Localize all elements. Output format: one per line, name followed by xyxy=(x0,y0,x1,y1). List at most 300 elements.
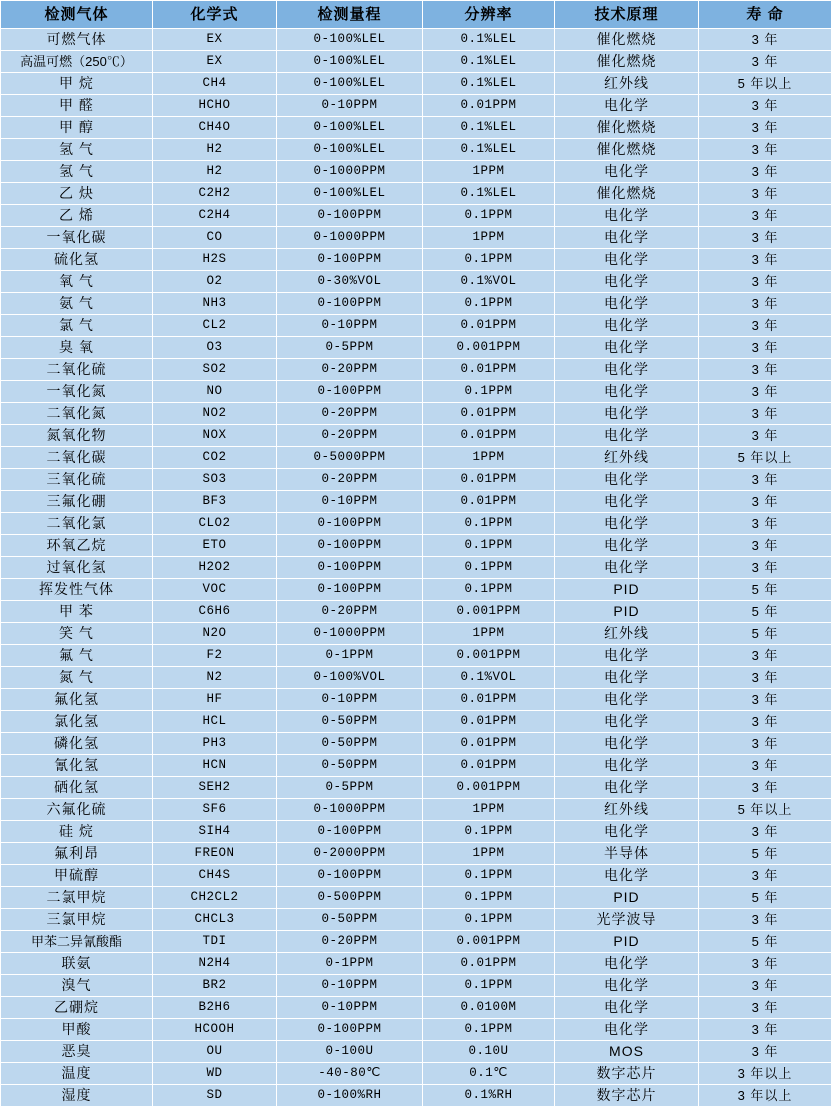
cell-lifespan: 5 年以上 xyxy=(699,799,831,821)
cell-resolution: 1PPM xyxy=(423,161,555,183)
cell-range: 0-100PPM xyxy=(277,557,423,579)
cell-gas: 氰化氢 xyxy=(1,755,153,777)
column-header-resolution: 分辨率 xyxy=(423,1,555,29)
cell-gas: 氯化氢 xyxy=(1,711,153,733)
cell-gas: 三氟化硼 xyxy=(1,491,153,513)
cell-resolution: 0.1%LEL xyxy=(423,183,555,205)
cell-resolution: 0.01PPM xyxy=(423,689,555,711)
cell-principle: 电化学 xyxy=(555,535,699,557)
cell-gas: 氢 气 xyxy=(1,139,153,161)
cell-resolution: 0.1PPM xyxy=(423,1019,555,1041)
cell-lifespan: 3 年 xyxy=(699,117,831,139)
cell-formula: CL2 xyxy=(153,315,277,337)
cell-lifespan: 3 年 xyxy=(699,271,831,293)
cell-gas: 乙 烯 xyxy=(1,205,153,227)
cell-resolution: 0.1PPM xyxy=(423,557,555,579)
cell-resolution: 0.001PPM xyxy=(423,337,555,359)
cell-lifespan: 3 年 xyxy=(699,865,831,887)
cell-lifespan: 3 年 xyxy=(699,821,831,843)
table-row xyxy=(1,139,831,161)
table-row xyxy=(1,315,831,337)
cell-lifespan: 3 年 xyxy=(699,909,831,931)
cell-range: 0-100%LEL xyxy=(277,73,423,95)
cell-resolution: 0.01PPM xyxy=(423,315,555,337)
cell-range: 0-100%LEL xyxy=(277,139,423,161)
cell-formula: SIH4 xyxy=(153,821,277,843)
column-header-gas: 检测气体 xyxy=(1,1,153,29)
cell-principle: PID xyxy=(555,579,699,601)
cell-formula: C2H4 xyxy=(153,205,277,227)
cell-gas: 湿度 xyxy=(1,1085,153,1107)
cell-resolution: 0.1%LEL xyxy=(423,117,555,139)
cell-lifespan: 5 年以上 xyxy=(699,447,831,469)
cell-range: 0-50PPM xyxy=(277,733,423,755)
cell-resolution: 0.1PPM xyxy=(423,865,555,887)
table-row xyxy=(1,227,831,249)
cell-principle: PID xyxy=(555,931,699,953)
table-row xyxy=(1,579,831,601)
table-row xyxy=(1,909,831,931)
cell-resolution: 0.01PPM xyxy=(423,469,555,491)
cell-gas: 甲 醇 xyxy=(1,117,153,139)
cell-lifespan: 3 年 xyxy=(699,667,831,689)
cell-formula: O3 xyxy=(153,337,277,359)
cell-formula: N2O xyxy=(153,623,277,645)
cell-gas: 联氨 xyxy=(1,953,153,975)
table-row xyxy=(1,51,831,73)
table-row xyxy=(1,887,831,909)
cell-principle: 电化学 xyxy=(555,95,699,117)
cell-principle: PID xyxy=(555,887,699,909)
cell-gas: 六氟化硫 xyxy=(1,799,153,821)
cell-gas: 溴气 xyxy=(1,975,153,997)
cell-resolution: 0.01PPM xyxy=(423,491,555,513)
cell-principle: 电化学 xyxy=(555,1019,699,1041)
cell-gas: 甲酸 xyxy=(1,1019,153,1041)
cell-lifespan: 5 年 xyxy=(699,887,831,909)
cell-resolution: 0.01PPM xyxy=(423,733,555,755)
cell-resolution: 0.1%RH xyxy=(423,1085,555,1107)
cell-principle: 红外线 xyxy=(555,447,699,469)
table-row xyxy=(1,799,831,821)
cell-principle: 电化学 xyxy=(555,469,699,491)
cell-lifespan: 3 年 xyxy=(699,95,831,117)
cell-formula: C2H2 xyxy=(153,183,277,205)
cell-resolution: 0.01PPM xyxy=(423,359,555,381)
cell-lifespan: 3 年 xyxy=(699,689,831,711)
cell-formula: N2H4 xyxy=(153,953,277,975)
cell-range: 0-1000PPM xyxy=(277,161,423,183)
cell-principle: MOS xyxy=(555,1041,699,1063)
cell-principle: 电化学 xyxy=(555,205,699,227)
cell-range: 0-20PPM xyxy=(277,359,423,381)
cell-lifespan: 5 年 xyxy=(699,623,831,645)
cell-principle: 电化学 xyxy=(555,293,699,315)
cell-resolution: 0.001PPM xyxy=(423,601,555,623)
table-header-row xyxy=(1,1,831,29)
cell-lifespan: 3 年 xyxy=(699,469,831,491)
cell-lifespan: 3 年 xyxy=(699,711,831,733)
table-row xyxy=(1,777,831,799)
cell-gas: 二氧化氯 xyxy=(1,513,153,535)
cell-principle: 电化学 xyxy=(555,249,699,271)
cell-range: 0-500PPM xyxy=(277,887,423,909)
cell-principle: 电化学 xyxy=(555,645,699,667)
cell-formula: SEH2 xyxy=(153,777,277,799)
cell-range: 0-100PPM xyxy=(277,513,423,535)
cell-range: 0-100PPM xyxy=(277,1019,423,1041)
table-row xyxy=(1,975,831,997)
cell-range: 0-100%LEL xyxy=(277,51,423,73)
table-row xyxy=(1,491,831,513)
table-row xyxy=(1,359,831,381)
cell-principle: 电化学 xyxy=(555,997,699,1019)
cell-lifespan: 3 年 xyxy=(699,29,831,51)
table-row xyxy=(1,29,831,51)
cell-gas: 二氧化氮 xyxy=(1,403,153,425)
cell-range: 0-100PPM xyxy=(277,579,423,601)
table-row xyxy=(1,667,831,689)
cell-range: 0-100%LEL xyxy=(277,117,423,139)
cell-formula: CH4S xyxy=(153,865,277,887)
cell-gas: 甲 苯 xyxy=(1,601,153,623)
cell-resolution: 0.001PPM xyxy=(423,645,555,667)
cell-resolution: 1PPM xyxy=(423,799,555,821)
cell-formula: HCHO xyxy=(153,95,277,117)
cell-range: 0-5PPM xyxy=(277,777,423,799)
table-row xyxy=(1,293,831,315)
cell-principle: 电化学 xyxy=(555,425,699,447)
table-row xyxy=(1,865,831,887)
cell-principle: 电化学 xyxy=(555,975,699,997)
cell-range: 0-1PPM xyxy=(277,645,423,667)
cell-range: 0-100PPM xyxy=(277,249,423,271)
table-row xyxy=(1,205,831,227)
cell-principle: 红外线 xyxy=(555,73,699,95)
cell-gas: 过氧化氢 xyxy=(1,557,153,579)
cell-formula: VOC xyxy=(153,579,277,601)
cell-gas: 甲 醛 xyxy=(1,95,153,117)
table-header xyxy=(1,1,831,29)
cell-resolution: 0.1%LEL xyxy=(423,139,555,161)
cell-gas: 氢 气 xyxy=(1,161,153,183)
cell-lifespan: 3 年 xyxy=(699,535,831,557)
cell-formula: CO2 xyxy=(153,447,277,469)
cell-principle: 光学波导 xyxy=(555,909,699,931)
cell-lifespan: 3 年以上 xyxy=(699,1063,831,1085)
cell-resolution: 0.01PPM xyxy=(423,403,555,425)
cell-principle: 半导体 xyxy=(555,843,699,865)
cell-gas: 磷化氢 xyxy=(1,733,153,755)
cell-principle: 电化学 xyxy=(555,381,699,403)
cell-gas: 二氧化硫 xyxy=(1,359,153,381)
cell-gas: 硫化氢 xyxy=(1,249,153,271)
cell-resolution: 0.01PPM xyxy=(423,95,555,117)
cell-formula: F2 xyxy=(153,645,277,667)
cell-principle: 电化学 xyxy=(555,359,699,381)
cell-lifespan: 3 年 xyxy=(699,491,831,513)
cell-formula: ETO xyxy=(153,535,277,557)
cell-formula: N2 xyxy=(153,667,277,689)
cell-formula: CHCL3 xyxy=(153,909,277,931)
cell-gas: 氨 气 xyxy=(1,293,153,315)
cell-formula: O2 xyxy=(153,271,277,293)
cell-formula: H2 xyxy=(153,139,277,161)
cell-range: 0-50PPM xyxy=(277,909,423,931)
cell-gas: 三氯甲烷 xyxy=(1,909,153,931)
cell-lifespan: 3 年 xyxy=(699,51,831,73)
cell-resolution: 0.1PPM xyxy=(423,293,555,315)
cell-range: 0-20PPM xyxy=(277,403,423,425)
cell-principle: 电化学 xyxy=(555,337,699,359)
cell-lifespan: 5 年 xyxy=(699,601,831,623)
cell-principle: 电化学 xyxy=(555,777,699,799)
cell-lifespan: 3 年 xyxy=(699,227,831,249)
cell-lifespan: 3 年 xyxy=(699,205,831,227)
cell-formula: SO3 xyxy=(153,469,277,491)
table-row xyxy=(1,271,831,293)
column-header-lifespan: 寿 命 xyxy=(699,1,831,29)
cell-resolution: 1PPM xyxy=(423,227,555,249)
table-row xyxy=(1,249,831,271)
cell-gas: 一氧化氮 xyxy=(1,381,153,403)
cell-resolution: 1PPM xyxy=(423,623,555,645)
table-row xyxy=(1,1041,831,1063)
cell-range: 0-100PPM xyxy=(277,293,423,315)
cell-range: 0-100PPM xyxy=(277,535,423,557)
table-row xyxy=(1,1019,831,1041)
cell-formula: CH4 xyxy=(153,73,277,95)
cell-range: 0-100U xyxy=(277,1041,423,1063)
cell-resolution: 0.10U xyxy=(423,1041,555,1063)
table-row xyxy=(1,623,831,645)
cell-gas: 硅 烷 xyxy=(1,821,153,843)
cell-gas: 氧 气 xyxy=(1,271,153,293)
cell-gas: 甲苯二异氰酸酯 xyxy=(1,931,153,953)
cell-gas: 氟利昂 xyxy=(1,843,153,865)
table-row xyxy=(1,513,831,535)
table-row xyxy=(1,117,831,139)
cell-formula: WD xyxy=(153,1063,277,1085)
cell-range: 0-30%VOL xyxy=(277,271,423,293)
cell-formula: SD xyxy=(153,1085,277,1107)
cell-formula: EX xyxy=(153,29,277,51)
cell-resolution: 0.01PPM xyxy=(423,755,555,777)
cell-gas: 二氧化碳 xyxy=(1,447,153,469)
cell-gas: 乙硼烷 xyxy=(1,997,153,1019)
cell-resolution: 0.1%LEL xyxy=(423,51,555,73)
cell-formula: HCL xyxy=(153,711,277,733)
cell-lifespan: 3 年 xyxy=(699,645,831,667)
table-row xyxy=(1,1085,831,1107)
cell-gas: 温度 xyxy=(1,1063,153,1085)
cell-resolution: 0.1%LEL xyxy=(423,73,555,95)
cell-range: 0-10PPM xyxy=(277,491,423,513)
table-row xyxy=(1,645,831,667)
cell-range: 0-10PPM xyxy=(277,95,423,117)
cell-resolution: 0.1PPM xyxy=(423,887,555,909)
table-row xyxy=(1,403,831,425)
cell-formula: OU xyxy=(153,1041,277,1063)
cell-resolution: 0.1PPM xyxy=(423,909,555,931)
cell-range: 0-10PPM xyxy=(277,315,423,337)
table-row xyxy=(1,821,831,843)
cell-range: 0-20PPM xyxy=(277,601,423,623)
cell-formula: H2O2 xyxy=(153,557,277,579)
cell-formula: CO xyxy=(153,227,277,249)
cell-gas: 挥发性气体 xyxy=(1,579,153,601)
table-row xyxy=(1,601,831,623)
cell-range: 0-5000PPM xyxy=(277,447,423,469)
table-body xyxy=(1,29,831,1107)
cell-range: 0-1PPM xyxy=(277,953,423,975)
cell-gas: 氮 气 xyxy=(1,667,153,689)
cell-formula: EX xyxy=(153,51,277,73)
cell-resolution: 0.1℃ xyxy=(423,1063,555,1085)
cell-range: 0-10PPM xyxy=(277,997,423,1019)
cell-gas: 氯 气 xyxy=(1,315,153,337)
cell-range: -40-80℃ xyxy=(277,1063,423,1085)
table-row xyxy=(1,953,831,975)
cell-range: 0-10PPM xyxy=(277,689,423,711)
cell-gas: 氮氧化物 xyxy=(1,425,153,447)
cell-principle: PID xyxy=(555,601,699,623)
cell-principle: 催化燃烧 xyxy=(555,117,699,139)
cell-resolution: 0.1PPM xyxy=(423,513,555,535)
cell-lifespan: 3 年 xyxy=(699,777,831,799)
cell-lifespan: 3 年 xyxy=(699,425,831,447)
cell-resolution: 0.1PPM xyxy=(423,249,555,271)
table-row xyxy=(1,381,831,403)
cell-principle: 电化学 xyxy=(555,161,699,183)
cell-lifespan: 3 年 xyxy=(699,557,831,579)
cell-formula: CLO2 xyxy=(153,513,277,535)
cell-formula: HF xyxy=(153,689,277,711)
cell-gas: 二氯甲烷 xyxy=(1,887,153,909)
cell-principle: 电化学 xyxy=(555,271,699,293)
cell-resolution: 0.01PPM xyxy=(423,953,555,975)
cell-principle: 电化学 xyxy=(555,821,699,843)
cell-range: 0-5PPM xyxy=(277,337,423,359)
cell-range: 0-100%VOL xyxy=(277,667,423,689)
cell-gas: 三氧化硫 xyxy=(1,469,153,491)
cell-formula: NO2 xyxy=(153,403,277,425)
cell-lifespan: 5 年 xyxy=(699,931,831,953)
cell-gas: 笑 气 xyxy=(1,623,153,645)
cell-lifespan: 5 年 xyxy=(699,843,831,865)
cell-gas: 甲硫醇 xyxy=(1,865,153,887)
cell-range: 0-100PPM xyxy=(277,205,423,227)
cell-formula: H2S xyxy=(153,249,277,271)
cell-formula: BR2 xyxy=(153,975,277,997)
cell-range: 0-20PPM xyxy=(277,469,423,491)
cell-principle: 电化学 xyxy=(555,733,699,755)
cell-gas: 乙 炔 xyxy=(1,183,153,205)
table-row xyxy=(1,689,831,711)
cell-range: 0-100%RH xyxy=(277,1085,423,1107)
cell-gas: 甲 烷 xyxy=(1,73,153,95)
table-row xyxy=(1,183,831,205)
cell-lifespan: 5 年 xyxy=(699,579,831,601)
cell-lifespan: 3 年 xyxy=(699,755,831,777)
cell-principle: 数字芯片 xyxy=(555,1085,699,1107)
cell-range: 0-100%LEL xyxy=(277,29,423,51)
cell-formula: PH3 xyxy=(153,733,277,755)
cell-gas: 可燃气体 xyxy=(1,29,153,51)
cell-formula: C6H6 xyxy=(153,601,277,623)
table-row xyxy=(1,931,831,953)
cell-range: 0-1000PPM xyxy=(277,623,423,645)
column-header-principle: 技术原理 xyxy=(555,1,699,29)
cell-formula: NO xyxy=(153,381,277,403)
cell-range: 0-20PPM xyxy=(277,931,423,953)
cell-range: 0-100PPM xyxy=(277,865,423,887)
cell-principle: 催化燃烧 xyxy=(555,183,699,205)
cell-principle: 红外线 xyxy=(555,799,699,821)
table-row xyxy=(1,733,831,755)
cell-gas: 高温可燃（250℃） xyxy=(1,51,153,73)
cell-gas: 一氧化碳 xyxy=(1,227,153,249)
cell-lifespan: 3 年 xyxy=(699,293,831,315)
table-row xyxy=(1,997,831,1019)
cell-gas: 臭 氧 xyxy=(1,337,153,359)
cell-principle: 电化学 xyxy=(555,755,699,777)
cell-lifespan: 3 年 xyxy=(699,183,831,205)
cell-gas: 氟化氢 xyxy=(1,689,153,711)
cell-lifespan: 3 年 xyxy=(699,975,831,997)
table-row xyxy=(1,161,831,183)
cell-range: 0-2000PPM xyxy=(277,843,423,865)
cell-formula: HCN xyxy=(153,755,277,777)
cell-principle: 催化燃烧 xyxy=(555,29,699,51)
cell-resolution: 0.001PPM xyxy=(423,931,555,953)
cell-range: 0-10PPM xyxy=(277,975,423,997)
cell-principle: 催化燃烧 xyxy=(555,139,699,161)
cell-formula: NOX xyxy=(153,425,277,447)
cell-formula: CH2CL2 xyxy=(153,887,277,909)
cell-formula: FREON xyxy=(153,843,277,865)
cell-formula: SF6 xyxy=(153,799,277,821)
cell-lifespan: 3 年 xyxy=(699,337,831,359)
cell-lifespan: 3 年以上 xyxy=(699,1085,831,1107)
cell-lifespan: 3 年 xyxy=(699,381,831,403)
cell-principle: 电化学 xyxy=(555,491,699,513)
cell-principle: 红外线 xyxy=(555,623,699,645)
cell-principle: 电化学 xyxy=(555,865,699,887)
cell-gas: 环氧乙烷 xyxy=(1,535,153,557)
cell-principle: 催化燃烧 xyxy=(555,51,699,73)
cell-resolution: 0.0100M xyxy=(423,997,555,1019)
cell-principle: 电化学 xyxy=(555,557,699,579)
table-row xyxy=(1,73,831,95)
cell-resolution: 0.1%VOL xyxy=(423,271,555,293)
table-row xyxy=(1,469,831,491)
cell-lifespan: 3 年 xyxy=(699,953,831,975)
cell-lifespan: 3 年 xyxy=(699,359,831,381)
cell-resolution: 0.1%VOL xyxy=(423,667,555,689)
cell-resolution: 0.01PPM xyxy=(423,425,555,447)
table-row xyxy=(1,1063,831,1085)
cell-principle: 电化学 xyxy=(555,953,699,975)
cell-resolution: 1PPM xyxy=(423,843,555,865)
cell-lifespan: 3 年 xyxy=(699,1019,831,1041)
cell-formula: BF3 xyxy=(153,491,277,513)
cell-resolution: 0.1PPM xyxy=(423,205,555,227)
cell-formula: H2 xyxy=(153,161,277,183)
cell-gas: 恶臭 xyxy=(1,1041,153,1063)
table-row xyxy=(1,843,831,865)
cell-range: 0-20PPM xyxy=(277,425,423,447)
